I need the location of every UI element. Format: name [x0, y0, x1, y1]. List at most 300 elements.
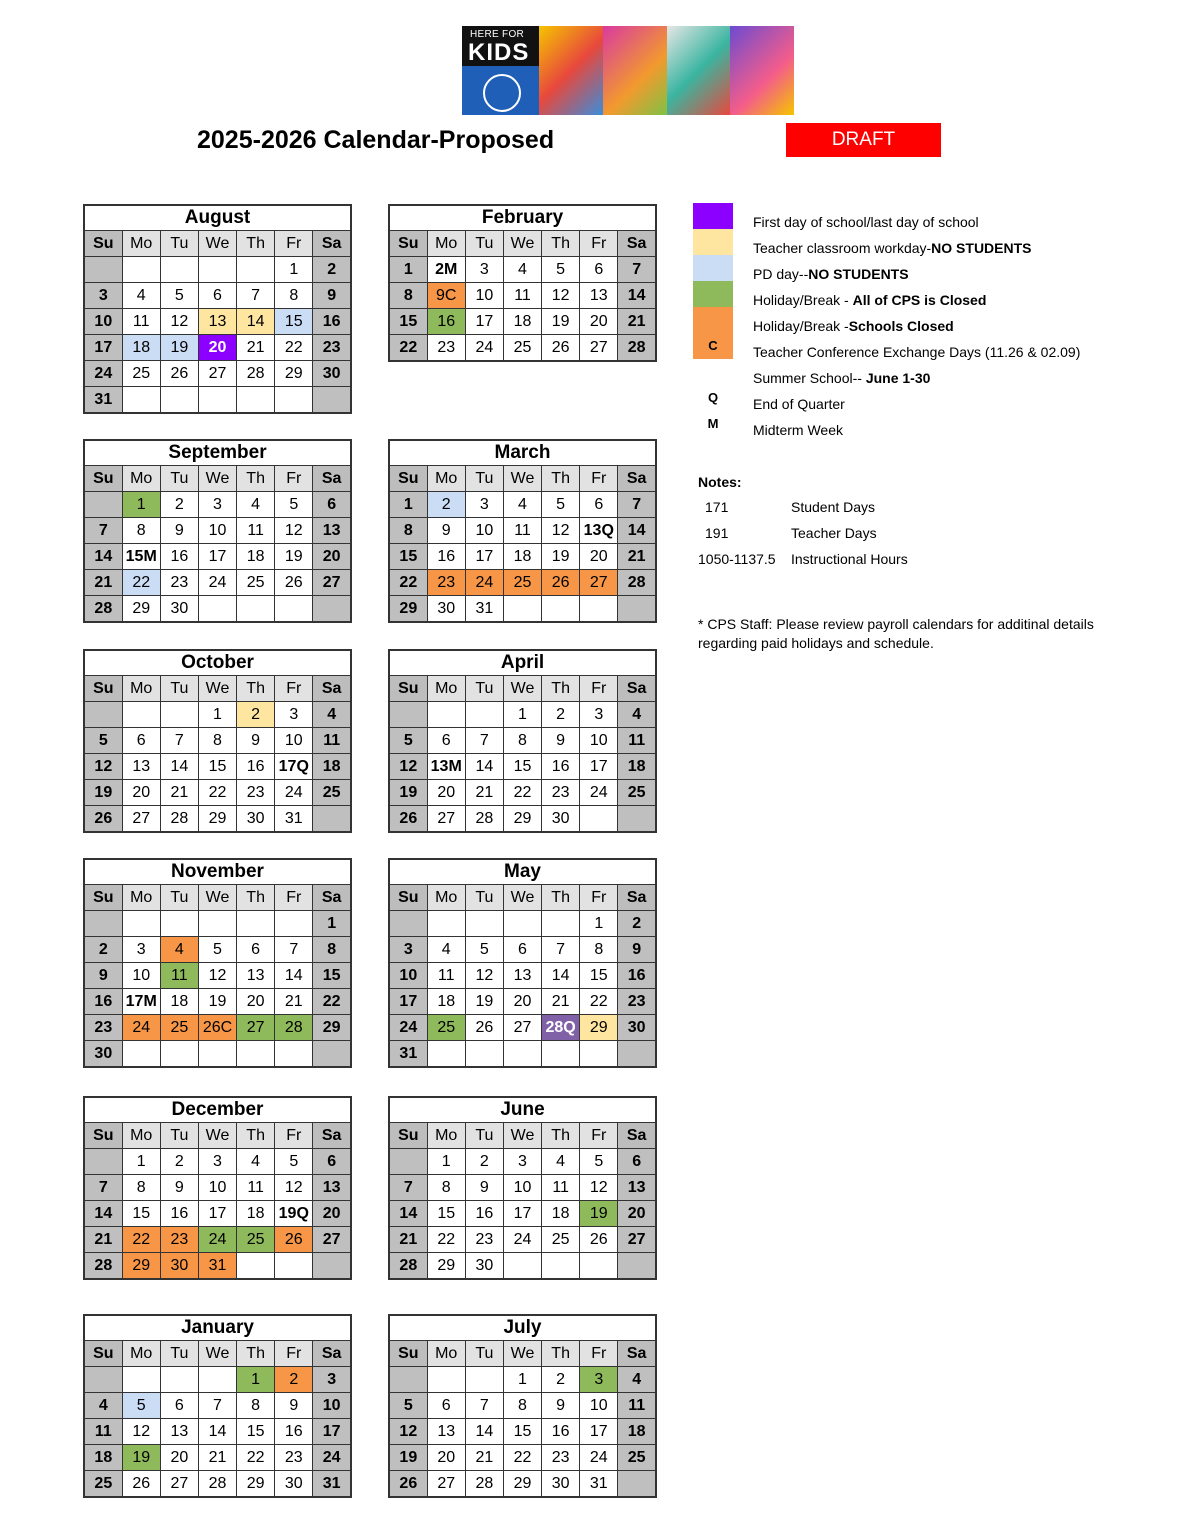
month-name: September — [84, 440, 351, 466]
day-cell: 25 — [618, 1445, 656, 1471]
day-cell: 20 — [313, 1201, 351, 1227]
empty-day-cell — [84, 492, 122, 518]
day-cell: 3 — [465, 492, 503, 518]
day-cell: 18 — [237, 544, 275, 570]
day-header: Tu — [160, 676, 198, 702]
month-name: July — [389, 1315, 656, 1341]
day-cell: 25 — [237, 570, 275, 596]
day-cell: 29 — [503, 1471, 541, 1498]
month-name: August — [84, 205, 351, 231]
day-cell: 9C — [427, 283, 465, 309]
day-header: Th — [542, 1341, 580, 1367]
day-cell: 26 — [580, 1227, 618, 1253]
empty-day-cell — [542, 1253, 580, 1280]
day-cell: 28 — [84, 1253, 122, 1280]
day-header: Tu — [465, 1341, 503, 1367]
day-cell: 1 — [389, 257, 427, 283]
day-cell: 5 — [580, 1149, 618, 1175]
day-cell: 9 — [542, 1393, 580, 1419]
day-cell: 9 — [275, 1393, 313, 1419]
day-cell: 29 — [580, 1015, 618, 1041]
day-cell: 28 — [275, 1015, 313, 1041]
day-header: Sa — [313, 676, 351, 702]
day-header: Mo — [427, 885, 465, 911]
day-cell: 22 — [313, 989, 351, 1015]
day-header: We — [198, 1341, 236, 1367]
day-header: We — [198, 1123, 236, 1149]
day-cell: 28 — [389, 1253, 427, 1280]
day-cell: 23 — [542, 780, 580, 806]
day-cell: 4 — [503, 257, 541, 283]
day-cell: 23 — [542, 1445, 580, 1471]
empty-day-cell — [160, 702, 198, 728]
page-title: 2025-2026 Calendar-Proposed — [197, 126, 555, 154]
day-header: Mo — [122, 1341, 160, 1367]
legend-label — [753, 214, 979, 230]
day-cell: 6 — [503, 937, 541, 963]
empty-day-cell — [122, 257, 160, 283]
day-header: Fr — [275, 1123, 313, 1149]
day-cell: 2 — [237, 702, 275, 728]
month-name: March — [389, 440, 656, 466]
empty-day-cell — [275, 387, 313, 414]
notes-section — [698, 474, 1148, 577]
day-cell: 20 — [580, 544, 618, 570]
day-header: Sa — [618, 1341, 656, 1367]
day-cell: 27 — [313, 1227, 351, 1253]
day-cell: 23 — [237, 780, 275, 806]
day-cell: 10 — [389, 963, 427, 989]
empty-day-cell — [313, 1253, 351, 1280]
day-cell: 21 — [465, 1445, 503, 1471]
day-cell: 21 — [160, 780, 198, 806]
day-header: Th — [542, 466, 580, 492]
day-cell: 12 — [542, 518, 580, 544]
day-cell: 5 — [389, 728, 427, 754]
day-cell: 20 — [160, 1445, 198, 1471]
day-cell: 31 — [389, 1041, 427, 1068]
day-cell: 16 — [618, 963, 656, 989]
day-cell: 31 — [465, 596, 503, 623]
day-header: Th — [542, 231, 580, 257]
legend-item — [693, 359, 1163, 385]
day-cell: 22 — [122, 570, 160, 596]
day-cell: 27 — [160, 1471, 198, 1498]
day-cell: 1 — [427, 1149, 465, 1175]
notes-label: Teacher Days — [791, 525, 877, 541]
day-cell: 10 — [275, 728, 313, 754]
day-cell: 13 — [313, 518, 351, 544]
empty-day-cell — [389, 702, 427, 728]
day-cell: 20 — [580, 309, 618, 335]
day-cell: 27 — [198, 361, 236, 387]
day-cell: 2 — [160, 492, 198, 518]
day-cell: 5 — [275, 1149, 313, 1175]
day-cell: 1 — [122, 492, 160, 518]
day-cell: 28 — [465, 1471, 503, 1498]
day-cell: 4 — [237, 492, 275, 518]
day-cell: 24 — [275, 780, 313, 806]
day-cell: 16 — [542, 754, 580, 780]
day-cell: 21 — [542, 989, 580, 1015]
day-header: Sa — [618, 676, 656, 702]
day-cell: 30 — [160, 596, 198, 623]
day-cell: 29 — [275, 361, 313, 387]
day-cell: 10 — [84, 309, 122, 335]
day-cell: 12 — [160, 309, 198, 335]
day-cell: 11 — [618, 1393, 656, 1419]
day-cell: 7 — [465, 728, 503, 754]
day-cell: 26 — [389, 806, 427, 833]
day-cell: 22 — [389, 335, 427, 362]
day-header: Sa — [618, 466, 656, 492]
day-cell: 28 — [618, 335, 656, 362]
empty-day-cell — [84, 1149, 122, 1175]
day-cell: 2 — [427, 492, 465, 518]
day-cell: 20 — [198, 335, 236, 361]
day-cell: 31 — [313, 1471, 351, 1498]
day-cell: 18 — [237, 1201, 275, 1227]
day-cell: 15 — [503, 754, 541, 780]
day-cell: 17 — [503, 1201, 541, 1227]
notes-label: Instructional Hours — [791, 551, 908, 567]
legend-item — [693, 229, 1163, 255]
empty-day-cell — [618, 1471, 656, 1498]
day-cell: 3 — [580, 702, 618, 728]
empty-day-cell — [580, 806, 618, 833]
day-cell: 14 — [237, 309, 275, 335]
day-cell: 12 — [122, 1419, 160, 1445]
day-cell: 16 — [160, 1201, 198, 1227]
day-cell: 20 — [503, 989, 541, 1015]
here-for-kids-logo — [462, 26, 794, 115]
day-header: We — [503, 466, 541, 492]
empty-day-cell — [160, 387, 198, 414]
day-cell: 23 — [160, 570, 198, 596]
day-cell: 8 — [198, 728, 236, 754]
day-cell: 5 — [389, 1393, 427, 1419]
day-header: Fr — [275, 466, 313, 492]
month-name: April — [389, 650, 656, 676]
day-header: Su — [84, 231, 122, 257]
day-cell: 6 — [580, 257, 618, 283]
day-header: Su — [84, 1123, 122, 1149]
day-cell: 12 — [389, 1419, 427, 1445]
day-cell: 1 — [503, 1367, 541, 1393]
day-cell: 16 — [465, 1201, 503, 1227]
day-header: Mo — [122, 1123, 160, 1149]
empty-day-cell — [313, 387, 351, 414]
month-name: January — [84, 1315, 351, 1341]
day-cell: 3 — [389, 937, 427, 963]
empty-day-cell — [542, 596, 580, 623]
day-cell: 12 — [198, 963, 236, 989]
day-cell: 14 — [542, 963, 580, 989]
empty-day-cell — [122, 1367, 160, 1393]
day-cell: 3 — [313, 1367, 351, 1393]
day-cell: 26 — [160, 361, 198, 387]
day-cell: 4 — [542, 1149, 580, 1175]
legend-label-text: First day of school/last day of school — [753, 214, 979, 230]
notes-label: Student Days — [791, 499, 876, 515]
day-cell: 12 — [275, 518, 313, 544]
day-cell: 30 — [160, 1253, 198, 1280]
day-header: Sa — [313, 231, 351, 257]
day-cell: 23 — [313, 335, 351, 361]
day-cell: 15 — [122, 1201, 160, 1227]
day-cell: 13 — [160, 1419, 198, 1445]
day-header: Tu — [465, 1123, 503, 1149]
day-cell: 28 — [198, 1471, 236, 1498]
legend-label — [753, 240, 1032, 256]
day-header: Fr — [275, 231, 313, 257]
day-cell: 7 — [198, 1393, 236, 1419]
day-cell: 8 — [503, 1393, 541, 1419]
day-cell: 7 — [237, 283, 275, 309]
day-cell: 12 — [275, 1175, 313, 1201]
empty-day-cell — [542, 1041, 580, 1068]
day-cell: 13 — [427, 1419, 465, 1445]
day-cell: 21 — [237, 335, 275, 361]
day-cell: 14 — [465, 754, 503, 780]
day-cell: 23 — [618, 989, 656, 1015]
month-calendar-july — [388, 1314, 657, 1498]
day-header: Th — [542, 885, 580, 911]
day-header: Tu — [160, 1123, 198, 1149]
day-header: Su — [84, 885, 122, 911]
empty-day-cell — [427, 702, 465, 728]
day-cell: 11 — [122, 309, 160, 335]
legend-item — [693, 307, 1163, 333]
day-header: Sa — [618, 885, 656, 911]
day-cell: 15 — [275, 309, 313, 335]
day-cell: 1 — [580, 911, 618, 937]
month-name: February — [389, 205, 656, 231]
empty-day-cell — [465, 911, 503, 937]
month-calendar-march — [388, 439, 657, 623]
month-calendar-june — [388, 1096, 657, 1280]
month-calendar-november — [83, 858, 352, 1068]
day-cell: 9 — [313, 283, 351, 309]
day-cell: 7 — [160, 728, 198, 754]
legend-swatch — [693, 307, 733, 333]
day-cell: 14 — [389, 1201, 427, 1227]
day-cell: 11 — [237, 1175, 275, 1201]
empty-day-cell — [237, 596, 275, 623]
day-cell: 11 — [427, 963, 465, 989]
day-cell: 6 — [237, 937, 275, 963]
day-header: Mo — [427, 231, 465, 257]
day-cell: 3 — [465, 257, 503, 283]
legend-label-bold: June 1-30 — [865, 370, 931, 386]
logo-brand-box — [462, 26, 539, 115]
empty-day-cell — [618, 596, 656, 623]
day-cell: 2M — [427, 257, 465, 283]
day-cell: 20 — [427, 1445, 465, 1471]
day-cell: 17 — [465, 544, 503, 570]
day-cell: 3 — [198, 492, 236, 518]
day-header: Th — [237, 1123, 275, 1149]
day-cell: 8 — [427, 1175, 465, 1201]
day-cell: 18 — [542, 1201, 580, 1227]
month-name: October — [84, 650, 351, 676]
kid-photo-4 — [730, 26, 794, 115]
day-cell: 13M — [427, 754, 465, 780]
day-cell: 6 — [580, 492, 618, 518]
empty-day-cell — [237, 387, 275, 414]
day-cell: 24 — [503, 1227, 541, 1253]
day-header: Mo — [427, 1123, 465, 1149]
day-header: Mo — [122, 466, 160, 492]
empty-day-cell — [237, 1041, 275, 1068]
day-cell: 4 — [427, 937, 465, 963]
day-cell: 30 — [84, 1041, 122, 1068]
empty-day-cell — [198, 257, 236, 283]
day-header: Fr — [580, 676, 618, 702]
day-cell: 12 — [542, 283, 580, 309]
empty-day-cell — [465, 1041, 503, 1068]
month-calendar-january — [83, 1314, 352, 1498]
day-cell: 19 — [542, 544, 580, 570]
legend — [693, 203, 1163, 437]
day-cell: 29 — [389, 596, 427, 623]
day-header: Su — [84, 466, 122, 492]
empty-day-cell — [84, 1367, 122, 1393]
day-cell: 21 — [198, 1445, 236, 1471]
day-cell: 4 — [84, 1393, 122, 1419]
day-cell: 10 — [122, 963, 160, 989]
legend-label — [753, 266, 909, 282]
day-header: Sa — [618, 231, 656, 257]
empty-day-cell — [160, 911, 198, 937]
day-cell: 18 — [122, 335, 160, 361]
month-name: June — [389, 1097, 656, 1123]
day-header: Fr — [580, 1341, 618, 1367]
day-header: Fr — [580, 885, 618, 911]
day-cell: 9 — [427, 518, 465, 544]
day-header: We — [198, 231, 236, 257]
day-cell: 4 — [618, 1367, 656, 1393]
day-cell: 10 — [198, 518, 236, 544]
empty-day-cell — [580, 596, 618, 623]
day-cell: 27 — [237, 1015, 275, 1041]
legend-symbol: Q — [707, 390, 719, 405]
legend-label-text: PD day-- — [753, 266, 809, 282]
day-header: Th — [237, 1341, 275, 1367]
month-name: May — [389, 859, 656, 885]
day-cell: 12 — [465, 963, 503, 989]
day-cell: 11 — [503, 518, 541, 544]
day-cell: 22 — [198, 780, 236, 806]
day-cell: 23 — [427, 335, 465, 362]
day-cell: 18 — [160, 989, 198, 1015]
day-cell: 24 — [465, 570, 503, 596]
day-cell: 24 — [198, 1227, 236, 1253]
day-cell: 19 — [580, 1201, 618, 1227]
empty-day-cell — [618, 806, 656, 833]
logo-text-small: HERE FOR — [470, 29, 525, 40]
day-header: Mo — [427, 676, 465, 702]
day-cell: 16 — [275, 1419, 313, 1445]
empty-day-cell — [580, 1041, 618, 1068]
day-cell: 13 — [618, 1175, 656, 1201]
day-header: We — [503, 885, 541, 911]
day-cell: 16 — [542, 1419, 580, 1445]
day-header: Th — [542, 676, 580, 702]
day-cell: 19 — [84, 780, 122, 806]
day-cell: 27 — [580, 570, 618, 596]
day-cell: 22 — [503, 1445, 541, 1471]
month-calendar-september — [83, 439, 352, 623]
day-header: Tu — [160, 466, 198, 492]
day-cell: 6 — [160, 1393, 198, 1419]
day-cell: 1 — [237, 1367, 275, 1393]
day-cell: 2 — [618, 911, 656, 937]
day-header: Su — [389, 885, 427, 911]
day-header: Th — [542, 1123, 580, 1149]
day-cell: 24 — [580, 1445, 618, 1471]
payroll-footnote: * CPS Staff: Please review payroll calendars for additinal details regarding paid holidays and schedule. — [698, 616, 1094, 651]
day-cell: 25 — [542, 1227, 580, 1253]
day-cell: 24 — [198, 570, 236, 596]
day-cell: 12 — [389, 754, 427, 780]
empty-day-cell — [160, 257, 198, 283]
day-header: Mo — [427, 466, 465, 492]
day-cell: 10 — [313, 1393, 351, 1419]
day-cell: 2 — [313, 257, 351, 283]
day-cell: 20 — [427, 780, 465, 806]
month-calendar-may — [388, 858, 657, 1068]
day-cell: 17 — [198, 1201, 236, 1227]
day-cell: 26 — [389, 1471, 427, 1498]
day-header: Mo — [122, 676, 160, 702]
legend-label-bold: All of CPS is Closed — [852, 292, 987, 308]
day-cell: 15 — [198, 754, 236, 780]
day-header: Tu — [465, 466, 503, 492]
day-cell: 5 — [542, 492, 580, 518]
day-cell: 17 — [313, 1419, 351, 1445]
legend-label-text: Summer School-- — [753, 370, 866, 386]
empty-day-cell — [503, 596, 541, 623]
kid-photo-3 — [667, 26, 731, 115]
day-cell: 15 — [580, 963, 618, 989]
day-cell: 9 — [237, 728, 275, 754]
day-cell: 21 — [84, 570, 122, 596]
day-cell: 20 — [237, 989, 275, 1015]
legend-item — [693, 203, 1163, 229]
day-header: Sa — [313, 1341, 351, 1367]
day-cell: 25 — [160, 1015, 198, 1041]
day-cell: 3 — [580, 1367, 618, 1393]
day-cell: 25 — [427, 1015, 465, 1041]
day-cell: 4 — [503, 492, 541, 518]
day-cell: 24 — [465, 335, 503, 362]
day-cell: 16 — [160, 544, 198, 570]
day-cell: 19 — [542, 309, 580, 335]
day-header: Tu — [160, 231, 198, 257]
empty-day-cell — [237, 257, 275, 283]
day-cell: 15 — [389, 309, 427, 335]
empty-day-cell — [275, 596, 313, 623]
day-cell: 29 — [122, 1253, 160, 1280]
day-cell: 28 — [237, 361, 275, 387]
day-cell: 15 — [389, 544, 427, 570]
legend-swatch — [693, 203, 733, 229]
empty-day-cell — [160, 1367, 198, 1393]
day-header: Tu — [465, 885, 503, 911]
day-cell: 18 — [503, 309, 541, 335]
empty-day-cell — [122, 387, 160, 414]
